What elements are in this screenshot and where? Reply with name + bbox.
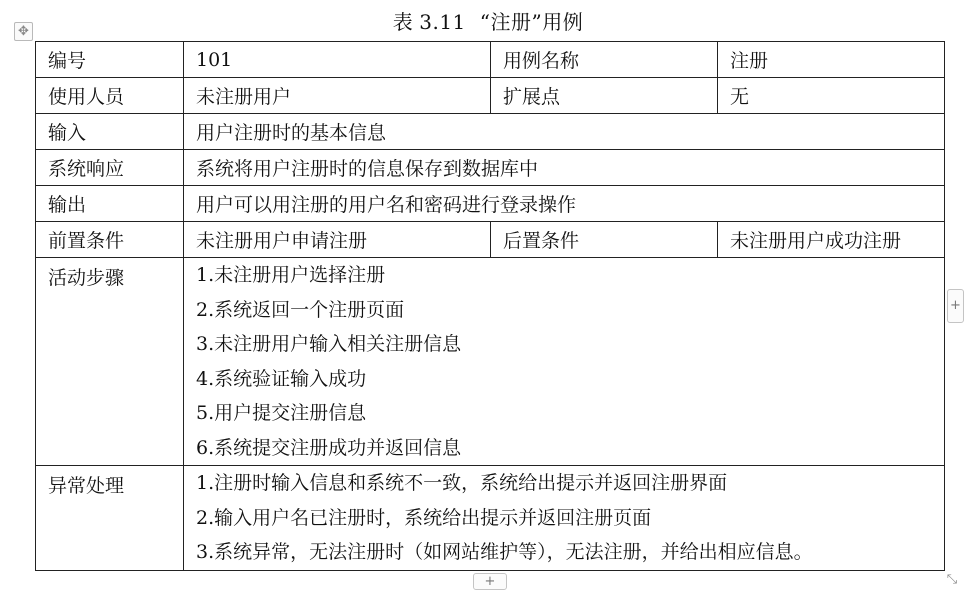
list-item: 4.系统验证输入成功 bbox=[196, 367, 367, 390]
table-row bbox=[36, 258, 945, 466]
cell-label-output[interactable]: 输出 bbox=[36, 186, 184, 222]
cell-label-response[interactable]: 系统响应 bbox=[36, 150, 184, 186]
cell-label-usecase-name[interactable]: 用例名称 bbox=[491, 42, 718, 78]
cell-label-input[interactable]: 输入 bbox=[36, 114, 184, 150]
list-item: 2.系统返回一个注册页面 bbox=[196, 298, 405, 321]
cell-value-id[interactable]: 101 bbox=[184, 42, 491, 78]
cell-label-actor[interactable]: 使用人员 bbox=[36, 78, 184, 114]
table-caption bbox=[0, 8, 976, 36]
list-item: 3.未注册用户输入相关注册信息 bbox=[196, 333, 462, 355]
list-item: 2.输入用户名已注册时，系统给出提示并返回注册页面 bbox=[196, 506, 652, 529]
table-move-handle-icon[interactable]: ✥ bbox=[14, 22, 33, 41]
cell-value-actor[interactable]: 未注册用户 bbox=[184, 78, 491, 114]
list-item: 1.注册时输入信息和系统不一致，系统给出提示并返回注册界面 bbox=[196, 472, 728, 494]
caption-title: “注册”用例 bbox=[479, 10, 584, 34]
cell-value-precondition[interactable]: 未注册用户申请注册 bbox=[184, 222, 491, 258]
resize-handle-icon[interactable]: ⤡ bbox=[946, 572, 958, 587]
list-item: 6.系统提交注册成功并返回信息 bbox=[196, 436, 462, 459]
caption-number: 3.11 bbox=[419, 10, 466, 34]
list-item: 3.系统异常，无法注册时（如网站维护等），无法注册，并给出相应信息。 bbox=[196, 541, 813, 563]
cell-value-postcondition[interactable]: 未注册用户成功注册 bbox=[718, 222, 945, 258]
cell-value-response[interactable]: 系统将用户注册时的信息保存到数据库中 bbox=[184, 150, 945, 186]
table-row bbox=[36, 150, 945, 186]
cell-value-output[interactable]: 用户可以用注册的用户名和密码进行登录操作 bbox=[184, 186, 945, 222]
table-row bbox=[36, 78, 945, 114]
table-row bbox=[36, 222, 945, 258]
caption-prefix: 表 bbox=[392, 10, 414, 34]
list-item: 5.用户提交注册信息 bbox=[196, 402, 367, 424]
cell-value-usecase-name[interactable]: 注册 bbox=[718, 42, 945, 78]
use-case-table bbox=[35, 41, 945, 571]
cell-label-steps[interactable]: 活动步骤 bbox=[36, 258, 184, 466]
cell-label-extension[interactable]: 扩展点 bbox=[491, 78, 718, 114]
add-row-button[interactable]: + bbox=[473, 573, 507, 590]
table-row bbox=[36, 186, 945, 222]
list-item: 1.未注册用户选择注册 bbox=[196, 264, 386, 286]
cell-value-input[interactable]: 用户注册时的基本信息 bbox=[184, 114, 945, 150]
cell-label-precondition[interactable]: 前置条件 bbox=[36, 222, 184, 258]
cell-label-postcondition[interactable]: 后置条件 bbox=[491, 222, 718, 258]
table-row bbox=[36, 114, 945, 150]
table-row bbox=[36, 42, 945, 78]
cell-value-extension[interactable]: 无 bbox=[718, 78, 945, 114]
cell-label-exceptions[interactable]: 异常处理 bbox=[36, 466, 184, 571]
cell-value-steps[interactable] bbox=[184, 258, 945, 466]
cell-label-id[interactable]: 编号 bbox=[36, 42, 184, 78]
table-row bbox=[36, 466, 945, 571]
cell-value-exceptions[interactable] bbox=[184, 466, 945, 571]
add-column-button[interactable]: + bbox=[947, 289, 964, 323]
